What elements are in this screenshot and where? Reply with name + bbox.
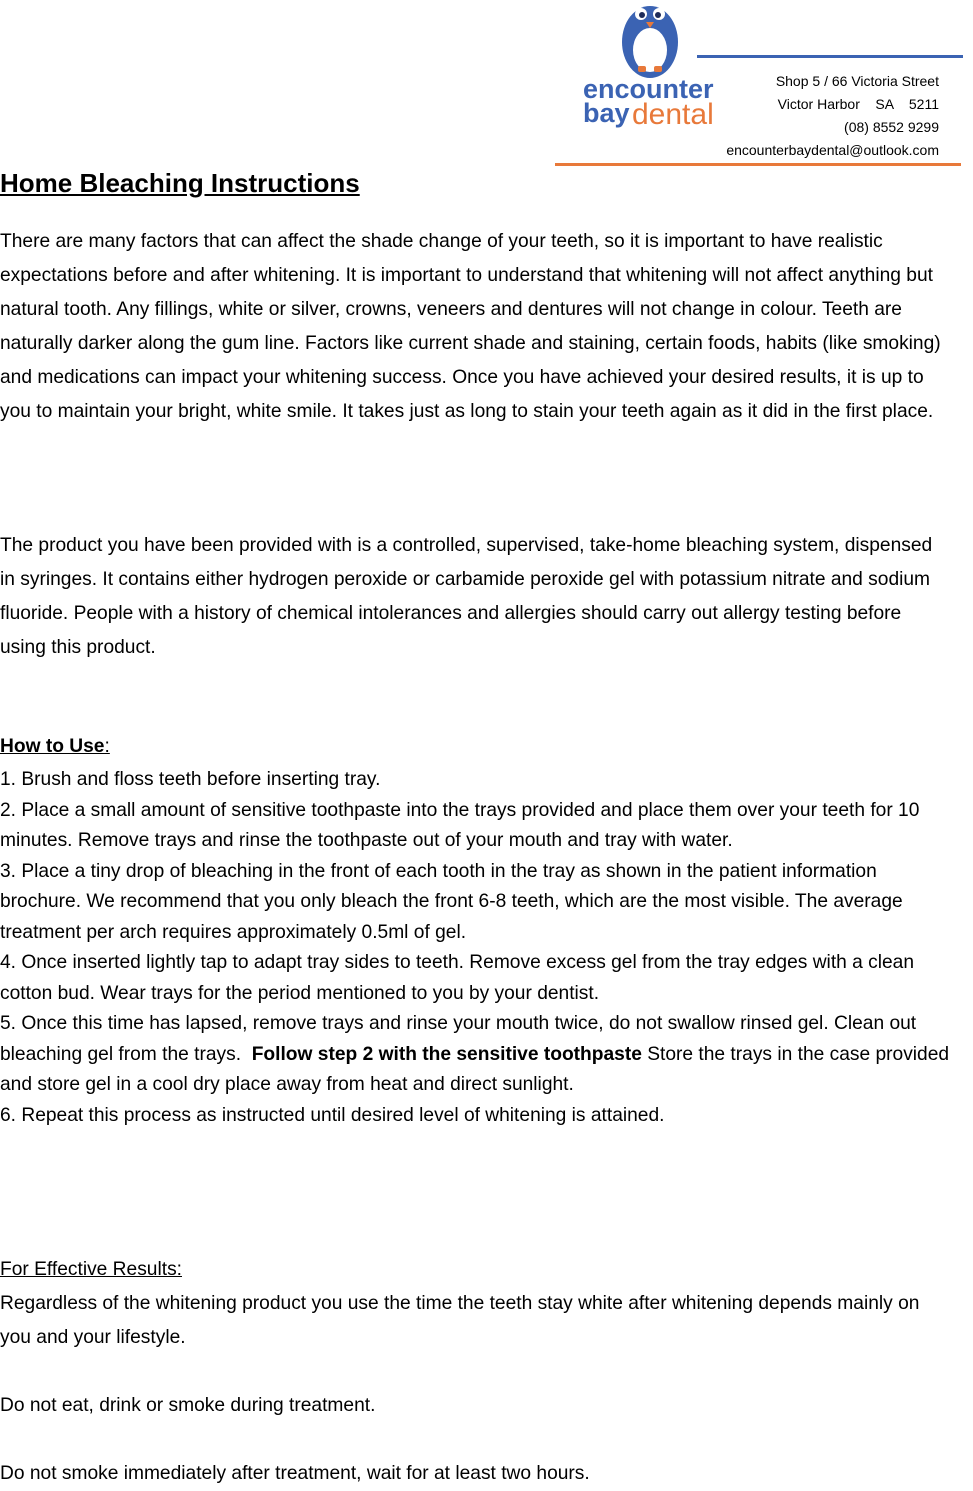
logo-word-bay: bay [583, 98, 630, 128]
step-2: 2. Place a small amount of sensitive toothpaste into the trays provided and place them over your teeth for 10 minutes. Remove trays and rinse the toothpaste out of your mouth and tray with water. [0, 799, 920, 851]
encounter-bay-dental-logo [580, 0, 730, 135]
address-line-2: Victor Harbor SA 5211 [777, 96, 939, 112]
how-to-use-heading [0, 736, 110, 758]
step-6: 6. Repeat this process as instructed until desired level of whitening is attained. [0, 1104, 665, 1126]
phone-number: (08) 8552 9299 [844, 119, 939, 135]
effective-paragraph-2: Do not eat, drink or smoke during treatment. [0, 1395, 376, 1416]
logo-word-dental: dental [632, 98, 714, 131]
header-orange-rule [555, 163, 961, 166]
email-address: encounterbaydental@outlook.com [726, 142, 939, 158]
intro-paragraph-2: The product you have been provided with is a controlled, supervised, take-home bleaching system, dispensed in syringes. It contains either hydrogen peroxide or carbamide peroxide gel with potassium nitrate and sodium fluoride. People with a history of chemical intolerances and allergies should carry out allergy testing before using this product. [0, 535, 933, 658]
practice-address-block [726, 70, 939, 162]
how-to-use-heading-text: How to Use [0, 736, 105, 757]
step-5 [0, 1009, 950, 1101]
header-blue-rule [697, 55, 963, 58]
step-5-bold: Follow step 2 with the sensitive toothpaste [251, 1043, 642, 1065]
how-to-use-steps [0, 765, 950, 1131]
logo-word-encounter: encounter [583, 74, 714, 104]
effective-results-heading: For Effective Results: [0, 1259, 182, 1280]
step-5-text-b: Store the trays in the case provided and store gel in a cool dry place away from heat and direct sunlight. [0, 1043, 950, 1095]
effective-paragraph-3: Do not smoke immediately after treatment, wait for at least two hours. [0, 1463, 590, 1484]
effective-paragraph-1: Regardless of the whitening product you use the time the teeth stay white after whitening depends mainly on you and your lifestyle. [0, 1293, 920, 1348]
step-4: 4. Once inserted lightly tap to adapt tray sides to teeth. Remove excess gel from the tray edges with a clean cotton bud. Wear trays for the period mentioned to you by your dentist. [0, 952, 915, 1004]
intro-paragraph-1: There are many factors that can affect the shade change of your teeth, so it is important to have realistic expectations before and after whitening. It is important to understand that whitening will not affect anything but natural tooth. Any fillings, white or silver, crowns, veneers and dentures will not change in colour. Teeth are naturally darker along the gum line. Factors like current shade and staining, certain foods, habits (like smoking) and medications can impact your whitening success. Once you have achieved your desired results, it is up to you to maintain your bright, white smile. It takes just as long to stain your teeth again as it did in the first place. [0, 231, 941, 422]
penguin-icon [622, 6, 678, 78]
page-title: Home Bleaching Instructions [0, 168, 360, 198]
how-to-use-colon: : [104, 736, 110, 757]
step-1: 1. Brush and floss teeth before inserting tray. [0, 769, 381, 790]
address-line-1: Shop 5 / 66 Victoria Street [775, 73, 939, 89]
step-5-text-a: 5. Once this time has lapsed, remove trays and rinse your mouth twice, do not swallow rinsed gel. Clean out bleaching gel from the trays. [0, 1013, 922, 1065]
step-3: 3. Place a tiny drop of bleaching in the front of each tooth in the tray as shown in the patient information brochure. We recommend that you only bleach the front 6-8 teeth, which are the most visible. The average treatment per arch requires approximately 0.5ml of gel. [0, 860, 903, 943]
